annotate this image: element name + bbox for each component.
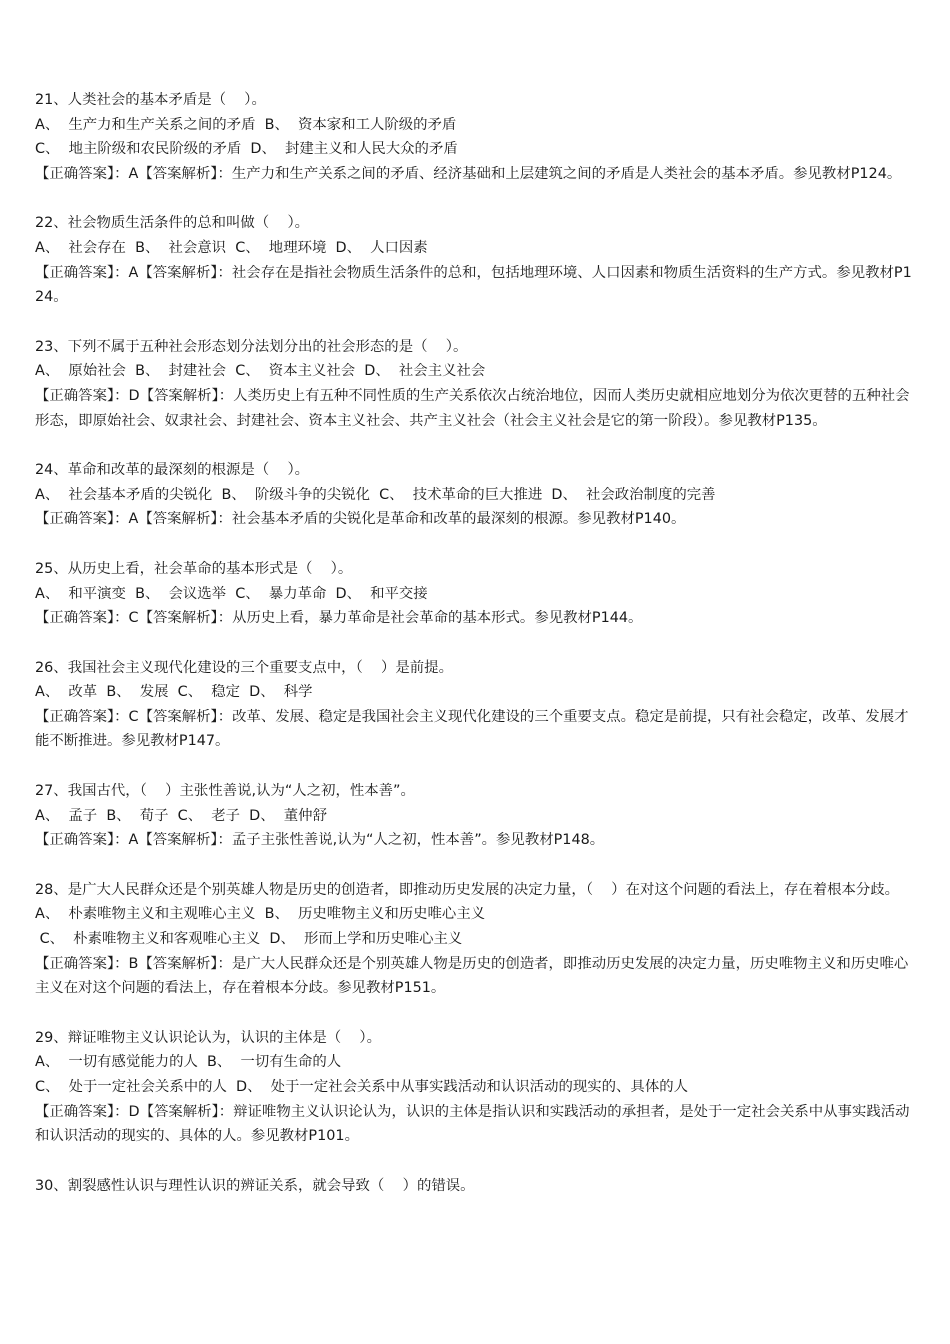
question-text: 25、从历史上看，社会革命的基本形式是（ ）。 xyxy=(35,560,353,577)
question-block xyxy=(35,88,917,186)
question-text: 26、我国社会主义现代化建设的三个重要支点中，（ ）是前提。 xyxy=(35,659,453,676)
question-block xyxy=(35,458,917,532)
options-line: A、 孟子 B、 荀子 C、 老子 D、 董仲舒 xyxy=(35,807,327,824)
question-text: 29、辩证唯物主义认识论认为，认识的主体是（ ）。 xyxy=(35,1029,382,1046)
question-block xyxy=(35,557,917,631)
answer-explanation: 【正确答案】：A【答案解析】：生产力和生产关系之间的矛盾、经济基础和上层建筑之间的矛盾是人类社会的基本矛盾。参见教材P124。 xyxy=(35,165,902,182)
answer-explanation: 【正确答案】：B【答案解析】：是广大人民群众还是个别英雄人物是历史的创造者，即推动历史发展的决定力量，历史唯物主义和历史唯心主义在对这个问题的看法上，存在着根本分歧。参见教材P151。 xyxy=(35,955,909,997)
answer-explanation: 【正确答案】：A【答案解析】：社会存在是指社会物质生活条件的总和，包括地理环境、人口因素和物质生活资料的生产方式。参见教材P124。 xyxy=(35,264,912,306)
options-line: A、 生产力和生产关系之间的矛盾 B、 资本家和工人阶级的矛盾 xyxy=(35,116,457,133)
question-text: 23、下列不属于五种社会形态划分法划分出的社会形态的是（ ）。 xyxy=(35,338,468,355)
options-line: A、 社会存在 B、 社会意识 C、 地理环境 D、 人口因素 xyxy=(35,239,428,256)
question-text: 24、革命和改革的最深刻的根源是（ ）。 xyxy=(35,462,310,479)
answer-explanation: 【正确答案】：A【答案解析】：社会基本矛盾的尖锐化是革命和改革的最深刻的根源。参见教材P140。 xyxy=(35,511,686,528)
question-text: 27、我国古代，（ ）主张性善说,认为“人之初，性本善”。 xyxy=(35,783,415,800)
options-line: A、 原始社会 B、 封建社会 C、 资本主义社会 D、 社会主义社会 xyxy=(35,363,486,380)
answer-explanation: 【正确答案】：D【答案解析】：辩证唯物主义认识论认为，认识的主体是指认识和实践活动的承担者，是处于一定社会关系中从事实践活动和认识活动的现实的、具体的人。参见教材P101。 xyxy=(35,1103,910,1145)
question-block xyxy=(35,656,917,754)
question-text: 28、是广大人民群众还是个别英雄人物是历史的创造者，即推动历史发展的决定力量，（ ）在对这个问题的看法上，存在着根本分歧。 xyxy=(35,881,900,898)
options-line: C、 地主阶级和农民阶级的矛盾 D、 封建主义和人民大众的矛盾 xyxy=(35,141,458,158)
question-block xyxy=(35,779,917,853)
answer-explanation: 【正确答案】：A【答案解析】：孟子主张性善说,认为“人之初，性本善”。参见教材P148。 xyxy=(35,832,605,849)
options-line: A、 改革 B、 发展 C、 稳定 D、 科学 xyxy=(35,684,313,701)
question-block xyxy=(35,1026,917,1149)
options-line: C、 朴素唯物主义和客观唯心主义 D、 形而上学和历史唯心主义 xyxy=(35,931,463,948)
exam-page xyxy=(35,88,917,1198)
answer-explanation: 【正确答案】：D【答案解析】：人类历史上有五种不同性质的生产关系依次占统治地位，因而人类历史就相应地划分为依次更替的五种社会形态，即原始社会、奴隶社会、封建社会、资本主义社会、共产主义社会（社会主义社会是它的第一阶段）。参见教材P135。 xyxy=(35,387,910,429)
options-line: A、 一切有感觉能力的人 B、 一切有生命的人 xyxy=(35,1054,342,1071)
options-line: A、 朴素唯物主义和主观唯心主义 B、 历史唯物主义和历史唯心主义 xyxy=(35,906,486,923)
question-text: 30、割裂感性认识与理性认识的辨证关系，就会导致（ ）的错误。 xyxy=(35,1177,475,1194)
answer-explanation: 【正确答案】：C【答案解析】：改革、发展、稳定是我国社会主义现代化建设的三个重要支点。稳定是前提，只有社会稳定，改革、发展才能不断推进。参见教材P147。 xyxy=(35,708,909,750)
question-block xyxy=(35,878,917,1001)
options-line: A、 社会基本矛盾的尖锐化 B、 阶级斗争的尖锐化 C、 技术革命的巨大推进 D、 社会政治制度的完善 xyxy=(35,486,716,503)
question-block xyxy=(35,211,917,309)
question-text: 21、人类社会的基本矛盾是（ ）。 xyxy=(35,92,266,108)
question-block xyxy=(35,1174,917,1199)
question-text: 22、社会物质生活条件的总和叫做（ ）。 xyxy=(35,215,310,232)
options-line: C、 处于一定社会关系中的人 D、 处于一定社会关系中从事实践活动和认识活动的现实的、具体的人 xyxy=(35,1079,688,1095)
answer-explanation: 【正确答案】：C【答案解析】：从历史上看，暴力革命是社会革命的基本形式。参见教材P144。 xyxy=(35,610,643,627)
question-block xyxy=(35,335,917,433)
options-line: A、 和平演变 B、 会议选举 C、 暴力革命 D、 和平交接 xyxy=(35,585,428,602)
